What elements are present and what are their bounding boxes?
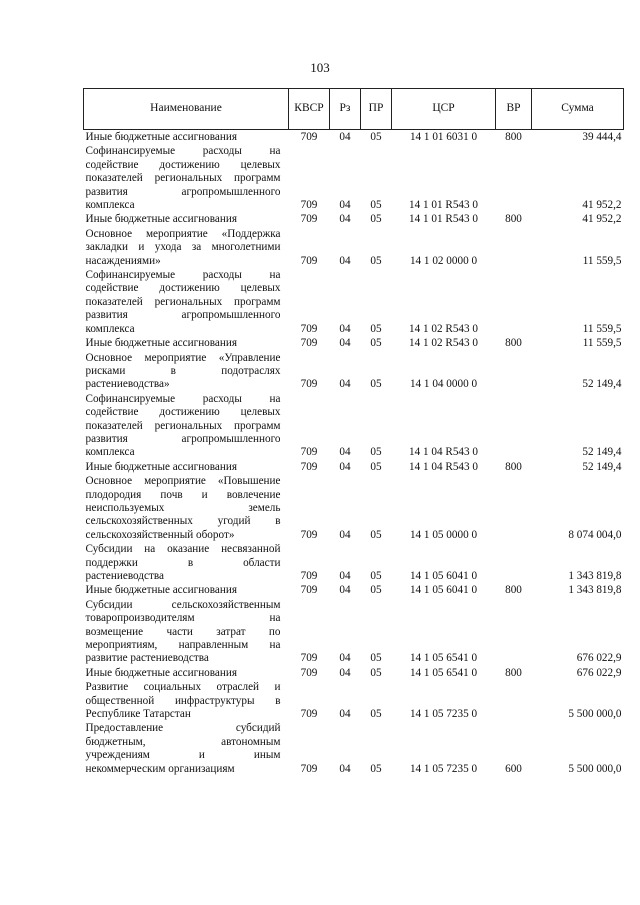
row-name-cell [84,336,289,350]
row-rz-cell: 04 [339,254,351,267]
row-kvsr-cell: 709 [300,131,318,143]
row-name-line: неиспользуемых земель [85,501,281,514]
row-name-line: Развитие социальных отраслей и [85,681,281,694]
row-kvsr-cell: 709 [300,460,318,473]
row-name-line: Субсидии на оказание несвязанной [85,543,281,556]
row-rz-cell: 04 [339,199,351,212]
row-name-line: Софинансируемые расходы на [85,392,281,405]
budget-table [83,88,624,776]
row-name-cell [84,666,289,680]
row-name-cell [84,144,289,212]
row-sum-cell: 39 444,4 [582,131,622,143]
row-name-line: Основное мероприятие «Управление [85,351,281,364]
row-kvsr-cell: 709 [300,254,318,267]
row-kvsr-cell: 709 [300,570,318,582]
row-name-cell [84,721,289,776]
row-name-line: учреждениям и иным [85,749,281,762]
row-name-cell [84,598,289,666]
row-sum-cell: 41 952,2 [582,213,622,226]
row-csr-cell: 14 1 02 0000 0 [409,254,478,267]
row-pr-cell: 05 [370,652,382,665]
row-name-cell [84,130,289,145]
row-name-cell [84,227,289,268]
row-pr-cell: 05 [370,666,382,679]
row-vr-cell: 800 [505,337,522,350]
row-sum-cell: 52 149,4 [582,378,622,391]
row-vr-cell [496,392,532,460]
table-row [84,227,624,268]
table-row [84,542,624,583]
row-rz-cell: 04 [339,666,351,679]
row-sum-cell: 41 952,2 [582,199,622,212]
row-vr-cell: 600 [505,762,522,775]
row-vr-cell [496,351,532,392]
row-name-line: плодородия почв и вовлечение [85,488,281,501]
row-pr-cell: 05 [370,337,382,350]
row-name-cell [84,474,289,542]
row-rz-cell: 04 [339,378,351,391]
row-name-line: Иные бюджетные ассигнования [85,584,237,597]
row-rz-cell: 04 [339,584,351,597]
row-csr-cell: 14 1 05 6041 0 [409,570,478,582]
table-row [84,666,624,680]
table-row [84,721,624,776]
row-sum-cell: 1 343 819,8 [568,584,622,597]
row-name-line: показателей региональных программ [85,419,281,432]
row-kvsr-cell: 709 [300,584,318,597]
row-name-line: развития агропромышленного [85,309,281,322]
row-name-line: некоммерческим организациям [85,762,235,775]
row-pr-cell: 05 [370,762,382,775]
row-csr-cell: 14 1 05 7235 0 [409,708,478,721]
row-sum-cell: 11 559,5 [582,337,622,350]
table-row [84,392,624,460]
row-vr-cell: 800 [505,666,522,679]
row-csr-cell: 14 1 04 R543 0 [409,446,478,459]
table-header-row [84,89,624,130]
row-vr-cell [496,474,532,542]
row-pr-cell: 05 [370,570,382,582]
row-vr-cell [496,542,532,583]
row-csr-cell: 14 1 01 R543 0 [409,199,478,212]
row-name-line: развития агропромышленного [85,432,281,445]
row-kvsr-cell: 709 [300,213,318,226]
row-rz-cell: 04 [339,708,351,721]
table-row [84,212,624,226]
row-vr-cell [496,144,532,212]
row-sum-cell: 676 022,9 [576,666,622,679]
row-name-cell [84,542,289,583]
row-name-line: Софинансируемые расходы на [85,269,281,282]
row-name-cell [84,583,289,597]
row-csr-cell: 14 1 02 R543 0 [409,337,478,350]
row-csr-cell: 14 1 05 6541 0 [409,652,478,665]
row-rz-cell: 04 [339,528,351,541]
row-pr-cell: 05 [370,446,382,459]
row-name-line: общественной инфраструктуры в [85,694,281,707]
row-kvsr-cell: 709 [300,378,318,391]
row-rz-cell: 04 [339,322,351,335]
table-row [84,336,624,350]
row-pr-cell: 05 [370,322,382,335]
row-name-line: насаждениями» [85,254,161,267]
table-row [84,351,624,392]
row-pr-cell: 05 [370,460,382,473]
row-name-line: Софинансируемые расходы на [85,145,281,158]
row-name-cell [84,392,289,460]
table-row [84,598,624,666]
row-pr-cell: 05 [370,213,382,226]
row-csr-cell: 14 1 05 7235 0 [409,762,478,775]
row-pr-cell: 05 [370,708,382,721]
row-pr-cell: 05 [370,378,382,391]
row-vr-cell: 800 [505,584,522,597]
row-kvsr-cell: 709 [300,666,318,679]
table-row [84,268,624,336]
row-pr-cell: 05 [370,131,382,143]
row-name-line: Субсидии сельскохозяйственным [85,598,281,611]
row-name-cell [84,268,289,336]
row-csr-cell: 14 1 04 0000 0 [409,378,478,391]
row-name-line: Иные бюджетные ассигнования [85,131,237,143]
row-kvsr-cell: 709 [300,322,318,335]
row-name-line: растениеводства» [85,378,170,391]
row-pr-cell: 05 [370,199,382,212]
row-vr-cell [496,680,532,721]
row-rz-cell: 04 [339,570,351,582]
row-sum-cell: 11 559,5 [582,322,622,335]
row-pr-cell: 05 [370,584,382,597]
row-vr-cell: 800 [505,460,522,473]
row-sum-cell: 52 149,4 [582,460,622,473]
row-kvsr-cell: 709 [300,708,318,721]
row-name-cell [84,212,289,226]
row-kvsr-cell: 709 [300,199,318,212]
row-csr-cell: 14 1 01 R543 0 [409,213,478,226]
column-header-sum: Сумма [532,89,624,130]
row-csr-cell: 14 1 04 R543 0 [409,460,478,473]
row-name-line: содействие достижению целевых [85,406,281,419]
column-header-rz: Рз [330,89,361,130]
row-vr-cell [496,227,532,268]
row-csr-cell: 14 1 01 6031 0 [409,131,478,143]
row-name-line: бюджетным, автономным [85,735,281,748]
row-pr-cell: 05 [370,528,382,541]
row-rz-cell: 04 [339,762,351,775]
row-name-line: поддержки в области [85,556,281,569]
row-name-line: Предоставление субсидий [85,722,281,735]
row-pr-cell: 05 [370,254,382,267]
row-name-line: мероприятиям, направленным на [85,639,281,652]
row-name-line: Иные бюджетные ассигнования [85,213,237,226]
table-row [84,130,624,145]
row-name-line: рисками в подотраслях [85,364,281,377]
table-row [84,144,624,212]
table-row [84,474,624,542]
row-csr-cell: 14 1 05 0000 0 [409,528,478,541]
row-rz-cell: 04 [339,460,351,473]
row-name-line: Республике Татарстан [85,708,191,721]
row-kvsr-cell: 709 [300,446,318,459]
row-name-line: развитие растениеводства [85,652,209,665]
row-rz-cell: 04 [339,131,351,143]
row-name-cell [84,460,289,474]
column-header-csr: ЦСР [392,89,496,130]
row-name-line: содействие достижению целевых [85,282,281,295]
column-header-pr: ПР [361,89,392,130]
row-name-line: показателей региональных программ [85,172,281,185]
row-sum-cell: 676 022,9 [576,652,622,665]
row-rz-cell: 04 [339,337,351,350]
row-rz-cell: 04 [339,446,351,459]
row-sum-cell: 5 500 000,0 [568,762,622,775]
row-vr-cell [496,268,532,336]
row-name-line: комплекса [85,199,135,212]
row-name-line: Основное мероприятие «Повышение [85,475,281,488]
row-csr-cell: 14 1 02 R543 0 [409,322,478,335]
column-header-vr: ВР [496,89,532,130]
table-row [84,583,624,597]
row-kvsr-cell: 709 [300,337,318,350]
table-row [84,680,624,721]
row-name-line: сельскохозяйственный оборот» [85,528,235,541]
row-vr-cell: 800 [505,213,522,226]
row-sum-cell: 11 559,5 [582,254,622,267]
row-name-line: сельскохозяйственных угодий в [85,515,281,528]
row-name-line: комплекса [85,322,135,335]
row-name-line: растениеводства [85,570,164,582]
row-sum-cell: 52 149,4 [582,446,622,459]
row-kvsr-cell: 709 [300,762,318,775]
row-name-line: развития агропромышленного [85,185,281,198]
row-name-line: Основное мероприятие «Поддержка [85,227,281,240]
row-name-line: содействие достижению целевых [85,158,281,171]
row-name-cell [84,680,289,721]
row-name-line: товаропроизводителям на [85,612,281,625]
row-sum-cell: 8 074 004,0 [568,528,622,541]
table-row [84,460,624,474]
row-kvsr-cell: 709 [300,528,318,541]
row-vr-cell: 800 [505,131,522,143]
row-name-line: закладки и ухода за многолетними [85,241,281,254]
column-header-name: Наименование [84,89,289,130]
column-header-kvsr: КВСР [289,89,330,130]
row-rz-cell: 04 [339,652,351,665]
row-name-line: комплекса [85,446,135,459]
row-name-line: Иные бюджетные ассигнования [85,666,237,679]
row-vr-cell [496,598,532,666]
page-number: 103 [310,60,330,75]
row-kvsr-cell: 709 [300,652,318,665]
row-sum-cell: 1 343 819,8 [568,570,622,582]
row-name-line: возмещение части затрат по [85,625,281,638]
row-csr-cell: 14 1 05 6041 0 [409,584,478,597]
row-rz-cell: 04 [339,213,351,226]
row-name-line: Иные бюджетные ассигнования [85,337,237,350]
row-sum-cell: 5 500 000,0 [568,708,622,721]
row-name-line: Иные бюджетные ассигнования [85,460,237,473]
row-csr-cell: 14 1 05 6541 0 [409,666,478,679]
row-name-line: показателей региональных программ [85,295,281,308]
row-name-cell [84,351,289,392]
table-body [84,130,624,777]
